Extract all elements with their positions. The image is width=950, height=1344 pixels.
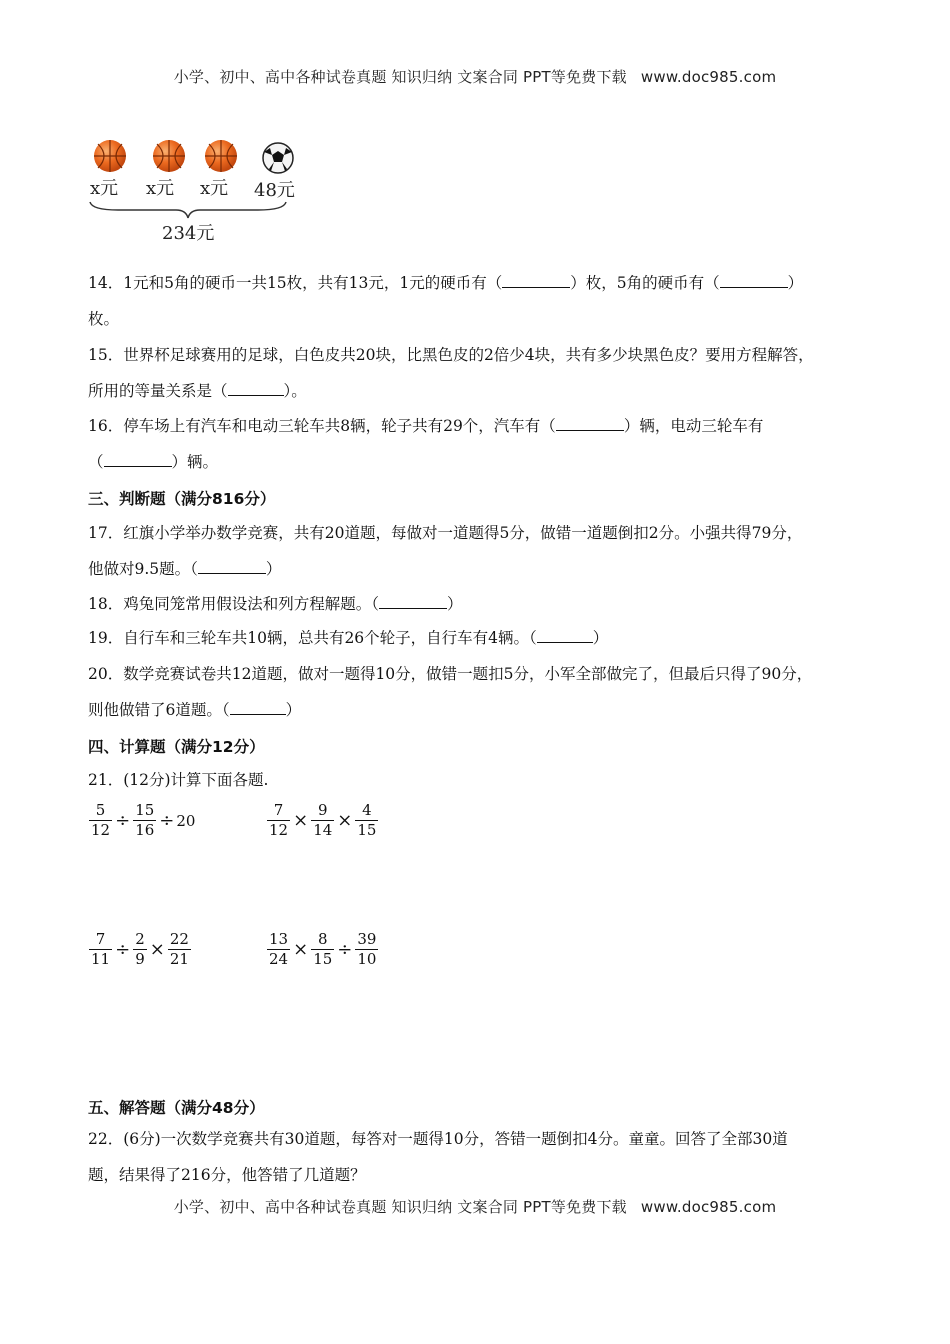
section-5-title: 五、解答题（满分48分）: [88, 1099, 265, 1117]
answer-blank[interactable]: [228, 381, 284, 396]
basketball-icon: [153, 140, 185, 172]
fraction: $\frac{22}{21}$: [169, 930, 189, 968]
expression-3: $\frac{7}{11}$ ÷ $\frac{2}{9}$ × $\frac{22}{21}$: [91, 930, 189, 968]
header-url: www.doc985.com: [640, 68, 777, 86]
label-x2: x元: [146, 178, 175, 199]
answer-blank[interactable]: [537, 628, 593, 643]
basketball-icon: [94, 140, 126, 172]
label-x3: x元: [200, 178, 229, 199]
label-48: 48元: [254, 180, 295, 201]
question-22-line1: 22．(6分)一次数学竞赛共有30道题，每答对一题得10分，答错一题倒扣4分。童童。回答了全部30道: [88, 1130, 788, 1148]
fraction: $\frac{7}{12}$: [269, 801, 289, 839]
fraction: $\frac{7}{11}$: [91, 930, 111, 968]
answer-blank[interactable]: [230, 700, 286, 715]
question-14-line1: 14．1元和5角的硬币一共15枚，共有13元，1元的硬币有（ ）枚，5角的硬币有（ ）: [88, 274, 804, 292]
soccer-ball-icon: [263, 143, 293, 173]
answer-blank[interactable]: [556, 416, 624, 431]
section-4-title: 四、计算题（满分12分）: [88, 738, 265, 756]
question-15-line2: 所用的等量关系是（ ）。: [88, 382, 307, 400]
question-18: 18．鸡兔同笼常用假设法和列方程解题。（ ）: [88, 595, 463, 613]
page-footer: [0, 1196, 950, 1217]
question-19: 19．自行车和三轮车共10辆，总共有26个轮子，自行车有4辆。（ ）: [88, 629, 609, 647]
question-15-line1: 15．世界杯足球赛用的足球，白色皮共20块，比黑色皮的2倍少4块，共有多少块黑色皮？要用方程解答，: [88, 346, 814, 364]
page-header: [0, 66, 950, 87]
expression-2: $\frac{7}{12}$ × $\frac{9}{14}$ × $\frac{4}{15}$: [269, 801, 377, 839]
answer-blank[interactable]: [379, 594, 447, 609]
fraction: $\frac{13}{24}$: [269, 930, 289, 968]
fraction: $\frac{2}{9}$: [135, 930, 145, 968]
question-17-line2: 他做对9.5题。（ ）: [88, 560, 282, 578]
question-16-line1: 16．停车场上有汽车和电动三轮车共8辆，轮子共有29个，汽车有（ ）辆，电动三轮车有: [88, 417, 764, 435]
answer-blank[interactable]: [198, 559, 266, 574]
footer-text: 小学、初中、高中各种试卷真题 知识归纳 文案合同 PPT等免费下载: [173, 1198, 627, 1216]
basketball-icon: [205, 140, 237, 172]
question-20-line2: 则他做错了6道题。（ ）: [88, 701, 302, 719]
brace-icon: [90, 202, 286, 218]
question-22-line2: 题，结果得了216分，他答错了几道题？: [88, 1166, 366, 1184]
expression-1: $\frac{5}{12}$ ÷ $\frac{15}{16}$ ÷ 20: [91, 801, 196, 839]
ball-price-figure: [88, 136, 308, 248]
fraction: $\frac{39}{10}$: [357, 930, 377, 968]
question-14-line2: 枚。: [88, 310, 120, 328]
answer-blank[interactable]: [720, 273, 788, 288]
fraction: $\frac{9}{14}$: [313, 801, 333, 839]
fraction: $\frac{5}{12}$: [91, 801, 111, 839]
question-20-line1: 20．数学竞赛试卷共12道题，做对一题得10分，做错一题扣5分，小军全部做完了，但最后只得了90分，: [88, 665, 813, 683]
question-16-line2: （ ）辆。: [88, 453, 219, 471]
question-17-line1: 17．红旗小学举办数学竞赛，共有20道题，每做对一道题得5分，做错一道题倒扣2分。小强共得79分，: [88, 524, 803, 542]
answer-blank[interactable]: [104, 452, 172, 467]
question-21-title: 21．(12分)计算下面各题.: [88, 771, 269, 789]
expression-4: $\frac{13}{24}$ × $\frac{8}{15}$ ÷ $\frac{39}{10}$: [269, 930, 377, 968]
fraction: $\frac{4}{15}$: [357, 801, 377, 839]
label-total: 234元: [162, 223, 215, 244]
header-text: 小学、初中、高中各种试卷真题 知识归纳 文案合同 PPT等免费下载: [173, 68, 627, 86]
balls-figure-svg: [88, 136, 308, 248]
fraction: $\frac{15}{16}$: [135, 801, 155, 839]
section-3-title: 三、判断题（满分816分）: [88, 490, 276, 508]
answer-blank[interactable]: [502, 273, 570, 288]
fraction: $\frac{8}{15}$: [313, 930, 333, 968]
footer-url: www.doc985.com: [640, 1198, 777, 1216]
label-x1: x元: [90, 178, 119, 199]
